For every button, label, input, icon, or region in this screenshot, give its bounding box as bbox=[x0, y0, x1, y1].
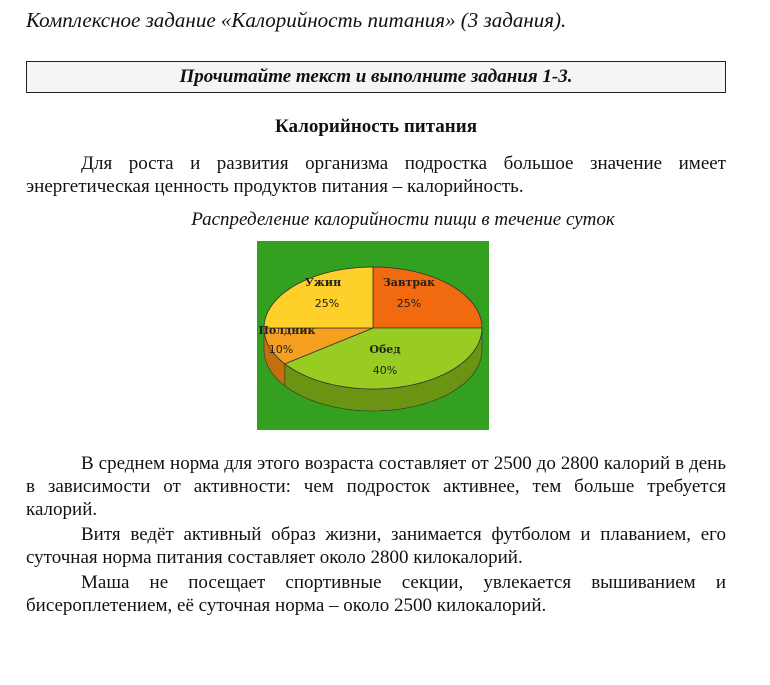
paragraph-norm: В среднем норма для этого возраста составляет от 2500 до 2800 калорий в день в зависимости от активности: чем подросток активнее, тем больше требуется калорий. bbox=[26, 453, 726, 520]
article-heading: Калорийность питания bbox=[275, 116, 477, 137]
paragraph-masha: Маша не посещает спортивные секции, увлекается вышиванием и бисероплетением, её суточная норма – около 2500 килокалорий. bbox=[26, 572, 726, 616]
value-lunch: 40% bbox=[372, 364, 398, 377]
instruction-box bbox=[26, 61, 726, 93]
value-breakfast: 25% bbox=[396, 297, 422, 310]
label-snack: Полдник bbox=[258, 324, 316, 337]
chart-caption: Распределение калорийности пищи в течение суток bbox=[191, 209, 615, 230]
value-dinner: 25% bbox=[314, 297, 340, 310]
paragraph-intro: Для роста и развития организма подростка большое значение имеет энергетическая ценность продуктов питания – калорийность. bbox=[26, 153, 726, 197]
pie-chart-svg bbox=[257, 241, 489, 430]
value-snack: 10% bbox=[268, 343, 294, 356]
label-lunch: Обед bbox=[369, 343, 401, 356]
page-title: Комплексное задание «Калорийность питания» (3 задания). bbox=[26, 8, 567, 32]
pie-chart bbox=[257, 241, 489, 430]
instruction-text: Прочитайте текст и выполните задания 1-3. bbox=[179, 66, 573, 87]
label-dinner: Ужин bbox=[304, 276, 342, 289]
label-breakfast: Завтрак bbox=[382, 276, 436, 289]
paragraph-vitya: Витя ведёт активный образ жизни, занимается футболом и плаванием, его суточная норма питания составляет около 2800 килокалорий. bbox=[26, 524, 726, 568]
